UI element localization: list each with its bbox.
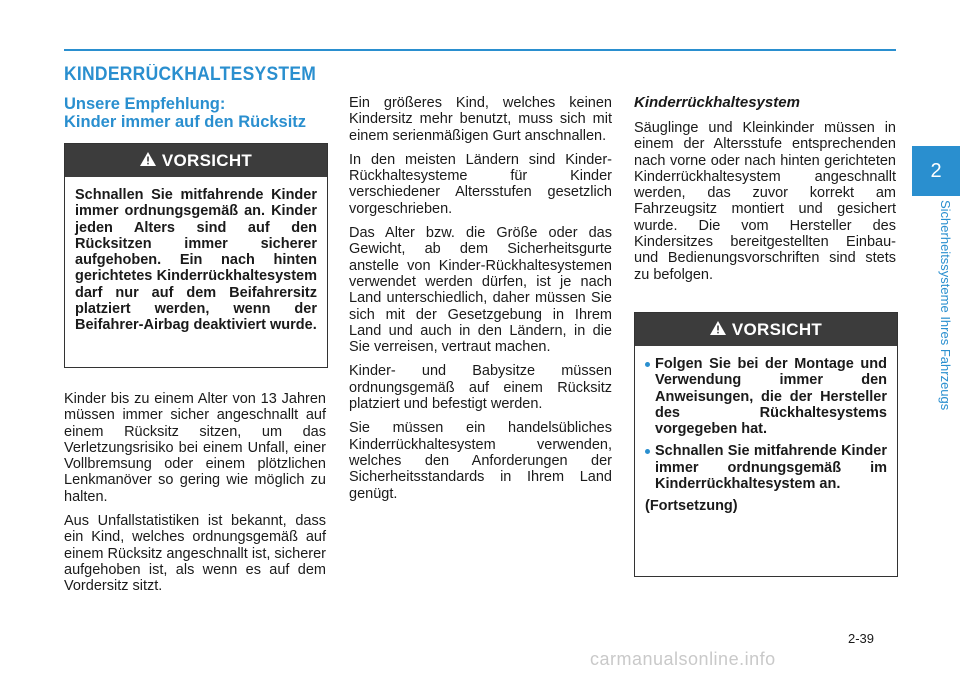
bullet-icon <box>645 362 650 367</box>
paragraph: Kinder bis zu einem Alter von 13 Jahren müssen immer sicher angeschnallt auf einem Rücksitz sitzen, um das Verletzungsrisiko bei einem Unfall, einer Vollbremsung oder einem plötzlichen Lenkmanöver so gering wie möglich zu halten. <box>64 391 326 505</box>
caution-body <box>635 346 897 515</box>
section-title: KINDERRÜCKHALTESYSTEM <box>64 64 317 85</box>
column-1-text <box>64 391 326 603</box>
caution-list <box>645 356 887 492</box>
column-3-text <box>634 120 896 291</box>
caution-header <box>635 313 897 346</box>
recommendation-heading <box>64 95 334 131</box>
continued-label: (Fortsetzung) <box>645 498 738 515</box>
caution-box-1 <box>64 143 328 368</box>
bullet-icon <box>645 449 650 454</box>
top-divider <box>64 49 896 51</box>
caution-header-label: VORSICHT <box>731 319 823 339</box>
warning-triangle-icon <box>140 151 156 171</box>
paragraph: Kinder- und Babysitze müssen ordnungsgemäß auf einem Rücksitz platziert und befestigt werden. <box>349 363 612 413</box>
paragraph: Sie müssen ein handelsübliches Kinderrückhaltesystem verwenden, welches den Anforderungen der Sicherheitsstandards in Ihrem Land genügt. <box>349 420 612 502</box>
caution-text: Schnallen Sie mitfahrende Kinder immer ordnungsgemäß an. Kinder jeden Alters sind auf den Rücksitzen immer sicherer aufgehoben. Ein nach hinten gerichtetes Kinderrückhaltesystem darf nur auf dem Beifahrersitz platziert werden, wenn der Beifahrer-Airbag deaktiviert wurde. <box>75 187 317 334</box>
caution-item-text: Folgen Sie bei der Montage und Verwendung immer den Anweisungen, die der Hersteller des Rückhaltesystems vorgegeben hat. <box>655 356 887 438</box>
child-restraint-heading: Kinderrückhaltesystem <box>634 94 800 111</box>
caution-body <box>65 177 327 334</box>
chapter-number-tab: 2 <box>912 146 960 196</box>
caution-item-text: Schnallen Sie mitfahrende Kinder immer ordnungsgemäß im Kinderrückhaltesystem an. <box>655 443 887 493</box>
paragraph: Das Alter bzw. die Größe oder das Gewicht, ab dem Sicherheitsgurte anstelle von Kinder-Rückhaltesystemen verwendet werden dürfen, ist je nach Land unterschiedlich, daher müssen Sie sich mit der Gesetzgebung in Ihrem Land und auch in den Ländern, in die Sie verreisen, vertraut machen. <box>349 225 612 356</box>
paragraph: In den meisten Ländern sind Kinder-Rückhaltesysteme für Kinder verschiedener Altersstufen gesetzlich vorgeschrieben. <box>349 151 612 217</box>
chapter-title-vertical: Sicherheitssysteme Ihres Fahrzeugs <box>938 200 953 411</box>
watermark: carmanualsonline.info <box>590 649 776 669</box>
caution-header-label: VORSICHT <box>161 150 253 170</box>
paragraph: Ein größeres Kind, welches keinen Kindersitz mehr benutzt, muss sich mit einem serienmäßigen Gurt anschnallen. <box>349 95 612 144</box>
paragraph: Säuglinge und Kleinkinder müssen in einem der Altersstufe entsprechenden nach vorne oder nach hinten gerichteten Kinderrückhaltesystem angeschnallt werden, das zuvor korrekt am Fahrzeugsitz montiert und gesichert wurde. Die vom Hersteller des Kindersitzes bereitgestellten Einbau- und Bedienungsvorschriften sind stets zu befolgen. <box>634 120 896 283</box>
caution-header <box>65 144 327 177</box>
recommendation-heading-line2: Kinder immer auf den Rücksitz <box>64 113 307 131</box>
column-2-text <box>349 95 612 510</box>
caution-list-item <box>645 443 887 492</box>
recommendation-heading-line1: Unsere Empfehlung: <box>64 95 226 113</box>
caution-box-2 <box>634 312 898 577</box>
caution-list-item <box>645 356 887 437</box>
warning-triangle-icon <box>710 320 726 340</box>
paragraph: Aus Unfallstatistiken ist bekannt, dass ein Kind, welches ordnungsgemäß auf einem Rücksitz angeschnallt ist, sicherer aufgehoben ist, als wenn es auf dem Vordersitz sitzt. <box>64 513 326 595</box>
page-number: 2-39 <box>848 631 875 646</box>
